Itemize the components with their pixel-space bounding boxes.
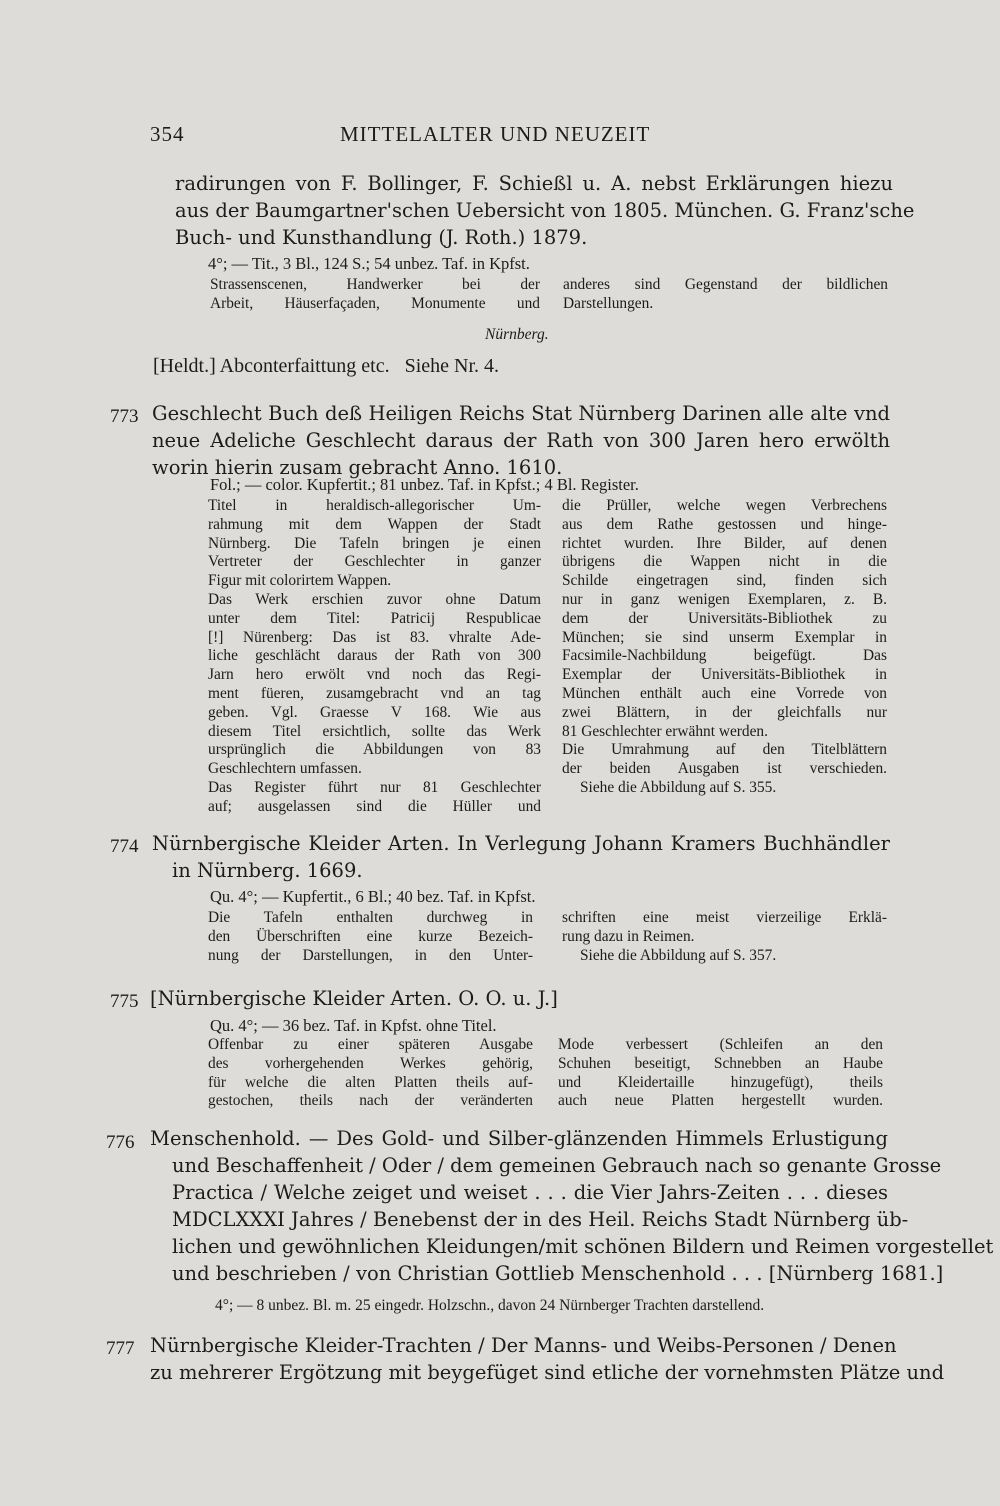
note-line: Exemplar der Universitäts-Bibliothek in xyxy=(562,666,887,684)
entry-774-biblio: Qu. 4°; — Kupfertit., 6 Bl.; 40 bez. Taf. in Kpfst. xyxy=(210,887,536,906)
note-line: zwei Blättern, in der gleichfalls nur xyxy=(562,703,887,721)
entry-776-title xyxy=(150,1125,994,1287)
note-line: Offenbar zu einer späteren Ausgabe xyxy=(208,1036,533,1053)
note-line: geben. Vgl. Graesse V 168. Wie aus xyxy=(208,703,541,721)
entry-number: 777 xyxy=(106,1338,135,1359)
title-line: MDCLXXXI Jahres / Benebenst der in des Heil. Reichs Stadt Nürnberg üb- xyxy=(172,1208,909,1231)
entry-773-biblio: Fol.; — color. Kupfertit.; 81 unbez. Taf. in Kpfst.; 4 Bl. Register. xyxy=(210,475,639,494)
note-line: Geschlechtern umfassen. xyxy=(208,760,362,778)
title-line: Practica / Welche zeiget und weiset . . . die Vier Jahrs-Zeiten . . . dieses xyxy=(172,1181,888,1204)
note-line: München enthält auch eine Vorrede von xyxy=(562,684,887,702)
entry-number: 776 xyxy=(106,1132,135,1153)
entry-777-title xyxy=(150,1332,945,1386)
note-line: nur in ganz wenigen Exemplaren, z. B. xyxy=(562,590,887,608)
note-line: Arbeit, Häuserfaçaden, Monumente und xyxy=(210,294,540,312)
note-line: richtet wurden. Ihre Bilder, auf denen xyxy=(562,534,887,552)
note-line: und Kleidertaille hinzugefügt), theils xyxy=(558,1073,883,1091)
note-line: Siehe die Abbildung auf S. 357. xyxy=(580,946,777,964)
title-line: und beschrieben / von Christian Gottlieb Menschenhold . . . [Nürnberg 1681.] xyxy=(172,1262,944,1285)
note-line: Facsimile-Nachbildung beigefügt. Das xyxy=(562,647,887,665)
note-line: übrigens die Wappen nicht in die xyxy=(562,553,887,571)
running-title: MITTELALTER UND NEUZEIT xyxy=(340,122,651,146)
note-line: ment füeren, zusamgebracht vnd an tag xyxy=(208,684,541,702)
note-line: auf; ausgelassen sind die Hüller und xyxy=(208,797,541,815)
note-line: den Überschriften eine kurze Bezeich- xyxy=(208,927,533,945)
title-line: radirungen von F. Bollinger, F. Schießl u. A. nebst Erklärungen hiezu xyxy=(175,172,893,195)
entry-775-note-right xyxy=(558,1036,883,1111)
note-line: der beiden Ausgaben ist verschieden. xyxy=(562,760,887,778)
note-line: Figur mit colorirtem Wappen. xyxy=(208,572,392,590)
note-line: Nürnberg. Die Tafeln bringen je einen xyxy=(208,534,541,552)
entry-774-note-left xyxy=(208,909,533,965)
note-line: unter dem Titel: Patricij Respublicae xyxy=(208,609,541,627)
top-entry-note-left xyxy=(210,276,540,314)
note-line: liche geschlächt daraus der Rath von 300 xyxy=(208,647,541,665)
note-line: die Prüller, welche wegen Verbrechens xyxy=(562,497,887,514)
note-line: auch neue Platten hergestellt wurden. xyxy=(558,1092,883,1110)
page-number: 354 xyxy=(150,122,185,146)
note-line: Jarn hero erwölt vnd noch das Regi- xyxy=(208,666,541,684)
note-line: nung der Darstellungen, in den Unter- xyxy=(208,946,533,964)
title-line: Nürnbergische Kleider Arten. In Verlegung Johann Kramers Buchhändler xyxy=(152,832,890,855)
entry-775-biblio: Qu. 4°; — 36 bez. Taf. in Kpfst. ohne Titel. xyxy=(210,1016,497,1035)
note-line: Titel in heraldisch-allegorischer Um- xyxy=(208,497,541,514)
note-line: Das Werk erschien zuvor ohne Datum xyxy=(208,590,541,608)
note-line: Strassenscenen, Handwerker bei der xyxy=(210,276,540,293)
section-heading: Nürnberg. xyxy=(485,326,549,343)
note-line: [!] Nürenberg: Das ist 83. vhralte Ade- xyxy=(208,628,541,646)
note-line: Vertreter der Geschlechter in ganzer xyxy=(208,553,541,571)
note-line: diesem Titel ersichtlich, sollte das Werk xyxy=(208,722,541,740)
note-line: rahmung mit dem Wappen der Stadt xyxy=(208,515,541,533)
note-line: Schilde eingetragen sind, finden sich xyxy=(562,572,887,590)
title-line: [Nürnbergische Kleider Arten. O. O. u. J.] xyxy=(150,987,558,1010)
title-line: und Beschaffenheit / Oder / dem gemeinen Gebrauch nach so genante Grosse xyxy=(172,1154,942,1177)
entry-776-biblio: 4°; — 8 unbez. Bl. m. 25 eingedr. Holzschn., davon 24 Nürnberger Trachten darstellend. xyxy=(215,1297,765,1314)
top-entry-note-right xyxy=(563,276,888,314)
top-entry-title xyxy=(175,170,915,251)
title-line: in Nürnberg. 1669. xyxy=(172,859,363,882)
heldt-reference: [Heldt.] Abconterfaittung etc. Siehe Nr. 4. xyxy=(153,355,500,377)
note-line: aus dem Rathe gestossen und hinge- xyxy=(562,515,887,533)
title-line: neue Adeliche Geschlecht daraus der Rath von 300 Jaren hero erwölth xyxy=(152,429,890,452)
note-line: Darstellungen. xyxy=(563,294,654,312)
entry-773-note-left xyxy=(208,497,541,817)
title-line: aus der Baumgartner'schen Uebersicht von 1805. München. G. Franz'sche xyxy=(175,199,915,222)
note-line: Mode verbessert (Schleifen an den xyxy=(558,1036,883,1053)
title-line: Buch- und Kunsthandlung (J. Roth.) 1879. xyxy=(175,226,588,249)
entry-number: 774 xyxy=(110,836,139,857)
note-line: des vorhergehenden Werkes gehörig, xyxy=(208,1054,533,1072)
note-line: dem der Universitäts-Bibliothek zu xyxy=(562,609,887,627)
note-line: gestochen, theils nach der veränderten xyxy=(208,1092,533,1110)
note-line: schriften eine meist vierzeilige Erklä- xyxy=(562,909,887,926)
entry-774-title xyxy=(152,830,890,884)
note-line: Die Umrahmung auf den Titelblättern xyxy=(562,741,887,759)
title-line: Menschenhold. — Des Gold- und Silber-glänzenden Himmels Erlustigung xyxy=(150,1127,888,1150)
title-line: lichen und gewöhnlichen Kleidungen/mit schönen Bildern und Reimen vorgestellet xyxy=(172,1235,994,1258)
entry-775-note-left xyxy=(208,1036,533,1111)
entry-773-title xyxy=(152,400,890,481)
note-line: München; sie sind unserm Exemplar in xyxy=(562,628,887,646)
title-line: worin hierin zusam gebracht Anno. 1610. xyxy=(152,456,563,479)
entry-773-note-right xyxy=(562,497,887,798)
note-line: Siehe die Abbildung auf S. 355. xyxy=(580,778,777,796)
title-line: zu mehrerer Ergötzung mit beygefüget sind etliche der vornehmsten Plätze und xyxy=(150,1361,945,1384)
top-entry-biblio: 4°; — Tit., 3 Bl., 124 S.; 54 unbez. Taf. in Kpfst. xyxy=(208,254,530,273)
note-line: rung dazu in Reimen. xyxy=(562,927,695,945)
note-line: ursprünglich die Abbildungen von 83 xyxy=(208,741,541,759)
note-line: Das Register führt nur 81 Geschlechter xyxy=(208,778,541,796)
note-line: Die Tafeln enthalten durchweg in xyxy=(208,909,533,926)
title-line: Geschlecht Buch deß Heiligen Reichs Stat Nürnberg Darinen alle alte vnd xyxy=(152,402,890,425)
entry-775-title xyxy=(150,985,888,1012)
entry-number: 775 xyxy=(110,991,139,1012)
note-line: Schuhen beseitigt, Schnebben an Haube xyxy=(558,1054,883,1072)
entry-number: 773 xyxy=(110,406,139,427)
note-line: anderes sind Gegenstand der bildlichen xyxy=(563,276,888,293)
note-line: 81 Geschlechter erwähnt werden. xyxy=(562,722,768,740)
note-line: für welche die alten Platten theils auf- xyxy=(208,1073,533,1091)
title-line: Nürnbergische Kleider-Trachten / Der Manns- und Weibs-Personen / Denen xyxy=(150,1334,897,1357)
entry-774-note-right xyxy=(562,909,887,965)
